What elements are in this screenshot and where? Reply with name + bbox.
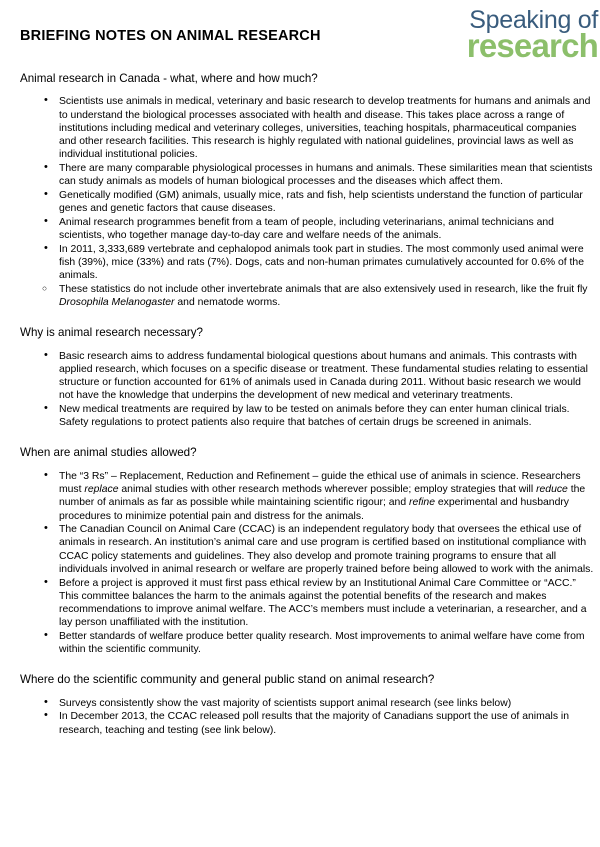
list-item: • Scientists use animals in medical, veterinary and basic research to develop treatments for humans and animals and to understand the biological processes associated with health and disease. This takes place across a range of institutions including medical and veterinary colleges, universities, teaching hospitals, pharmaceutical companies and other research facilities. This research is highly regulated with national guidelines, provincial laws as well as individual institutional policies. <box>20 95 594 161</box>
list-item: • Animal research programmes benefit from a team of people, including veterinarians, animal technicians and scientists, who together manage day-to-day care and welfare needs of the animals. <box>20 216 594 242</box>
list-item: • Basic research aims to address fundamental biological questions about humans and animals. This contrasts with applied research, which focuses on a specific disease or treatment. These fundamental studies relating to essential structure or function accounted for 61% of animals used in Canada during 2011. Without basic research we would not have the knowledge that underpins the development of new medical and veterinary treatments. <box>20 350 594 403</box>
list-item: • In December 2013, the CCAC released poll results that the majority of Canadians support the use of animals in research, teaching and testing (see link below). <box>20 710 594 736</box>
section-where-do-community-and-public-stand <box>20 673 594 737</box>
list-item: • Before a project is approved it must first pass ethical review by an Institutional Animal Care Committee or “ACC.” This committee balances the harm to the animals against the potential benefits of the research and makes recommendations to improve animal welfare. The ACC’s members must include a veterinarian, a researcher, and a lay person unaffiliated with the institution. <box>20 577 594 630</box>
bullet-list <box>20 95 594 282</box>
bullet-list <box>20 697 594 737</box>
page-title: BRIEFING NOTES ON ANIMAL RESEARCH <box>20 28 321 44</box>
list-item: • In 2011, 3,333,689 vertebrate and cephalopod animals took part in studies. The most commonly used animal were fish (39%), mice (33%) and rats (7%). Dogs, cats and non-human primates cumulatively accounted for 0.6% of the animals. <box>20 243 594 283</box>
list-item: • Genetically modified (GM) animals, usually mice, rats and fish, help scientists understand the function of particular genes and genetic factors that cause diseases. <box>20 189 594 215</box>
list-item: • The “3 Rs” – Replacement, Reduction and Refinement – guide the ethical use of animals in science. Researchers must replace animal studies with other research methods wherever possible; employ strategies that will reduce the number of animals as far as possible while maintaining scientific rigour; and refine experimental and husbandry procedures to minimize potential pain and distress for the animals. <box>20 470 594 523</box>
logo-line-speaking-of: Speaking of <box>469 6 598 34</box>
document-body <box>0 72 600 737</box>
list-item: • The Canadian Council on Animal Care (CCAC) is an independent regulatory body that oversees the ethical use of animals in research. An institution’s animal care and use program is certified based on institutional compliance with CCAC policy statements and guidelines. They also develop and promote training programs to ensure that all individuals involved in animal research or welfare are properly trained before being allowed to work with the animals. <box>20 523 594 576</box>
section-heading: Where do the scientific community and general public stand on animal research? <box>20 673 435 687</box>
list-item: • There are many comparable physiological processes in humans and animals. These similarities mean that scientists can study animals as models of human biological processes and the diseases which affect them. <box>20 162 594 188</box>
sub-bullet-list <box>20 283 594 309</box>
speaking-of-research-logo <box>467 8 598 62</box>
list-item: • New medical treatments are required by law to be tested on animals before they can enter human clinical trials. Safety regulations to protect patients also require that batches of certain drugs be screened in animals. <box>20 403 594 429</box>
section-animal-research-in-canada <box>20 72 594 309</box>
list-item: • Surveys consistently show the vast majority of scientists support animal research (see links below) <box>20 697 594 710</box>
section-heading: Animal research in Canada - what, where and how much? <box>20 72 318 85</box>
logo-line-research: research <box>466 27 598 64</box>
section-heading: When are animal studies allowed? <box>20 446 197 460</box>
section-when-are-animal-studies-allowed <box>20 446 594 656</box>
section-why-is-animal-research-necessary <box>20 326 594 429</box>
bullet-list <box>20 350 594 430</box>
list-item: • Better standards of welfare produce better quality research. Most improvements to animal welfare have come from within the scientific community. <box>20 630 594 656</box>
document-header <box>0 0 600 72</box>
list-item: ○ These statistics do not include other invertebrate animals that are also extensively used in research, like the fruit fly Drosophila Melanogaster and nematode worms. <box>20 283 594 309</box>
section-heading: Why is animal research necessary? <box>20 326 203 340</box>
bullet-list <box>20 470 594 656</box>
